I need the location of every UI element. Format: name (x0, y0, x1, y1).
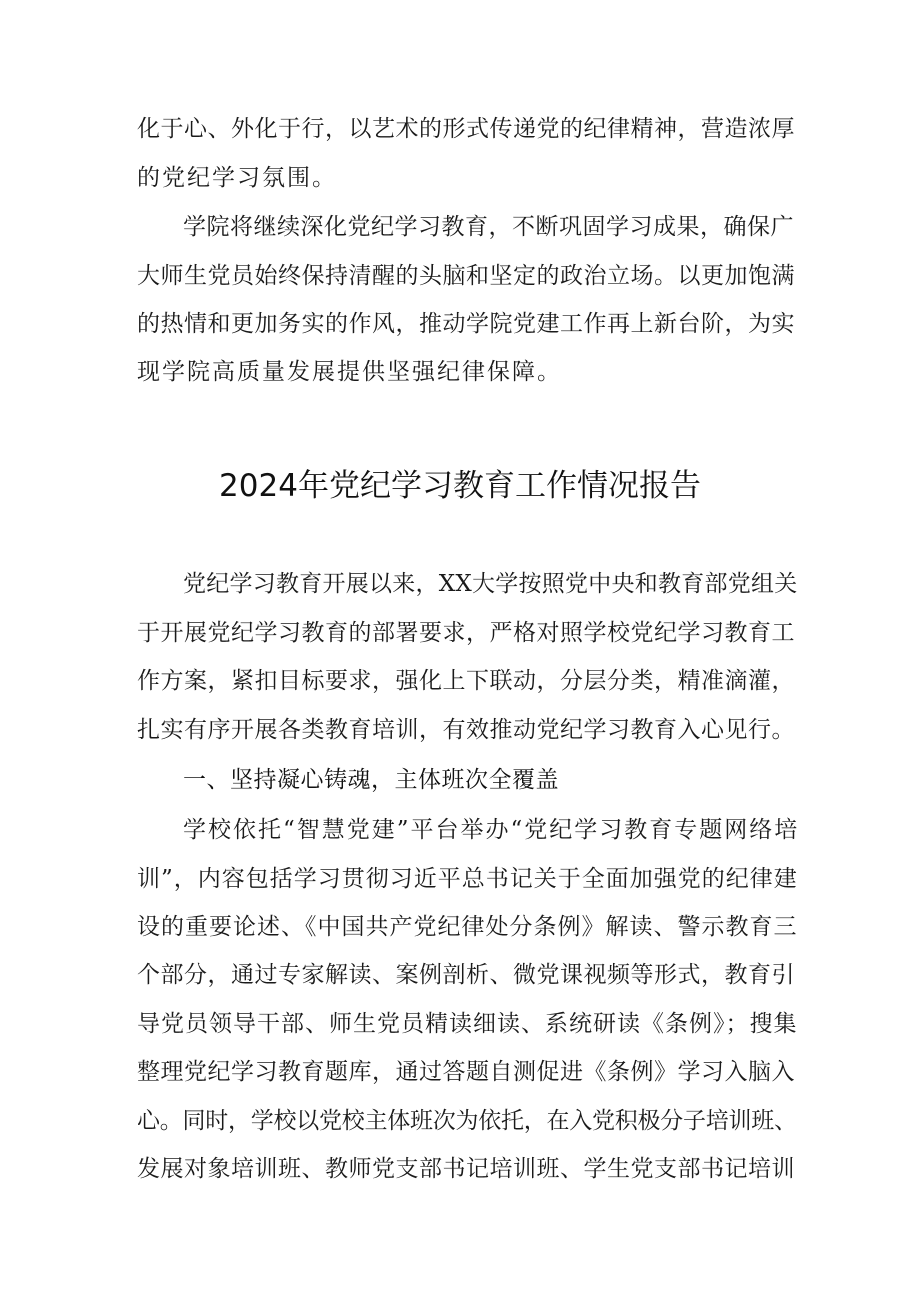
paragraph-line: 党纪学习教育开展以来，XX大学按照党中央和教育部党组关 (183, 571, 798, 597)
paragraph-line: 于开展党纪学习教育的部署要求，严格对照学校党纪学习教育工 (137, 620, 795, 646)
paragraph-line: 扎实有序开展各类教育培训，有效推动党纪学习教育入心见行。 (137, 717, 795, 743)
report-title: 2024年党纪学习教育工作情况报告 (219, 468, 701, 504)
paragraph-line: 作方案，紧扣目标要求，强化上下联动，分层分类，精准滴灌， (137, 668, 795, 694)
paragraph-line: 现学院高质量发展提供坚强纪律保障。 (137, 359, 562, 385)
paragraph-line: 学校依托“智慧党建”平台举办“党纪学习教育专题网络培 (183, 817, 800, 843)
paragraph-line: 发展对象培训班、教师党支部书记培训班、学生党支部书记培训 (137, 1156, 795, 1182)
paragraph-line: 化于心、外化于行，以艺术的形式传递党的纪律精神，营造浓厚 (137, 116, 795, 142)
section-heading: 一、坚持凝心铸魂，主体班次全覆盖 (183, 767, 559, 793)
paragraph-line: 的党纪学习氛围。 (137, 165, 337, 191)
paragraph-line: 大师生党员始终保持清醒的头脑和坚定的政治立场。以更加饱满 (137, 263, 795, 289)
paragraph-line: 训”，内容包括学习贯彻习近平总书记关于全面加强党的纪律建 (137, 866, 798, 892)
paragraph-line: 整理党纪学习教育题库，通过答题自测促进《条例》学习入脑入 (137, 1059, 795, 1085)
paragraph-line: 心。同时，学校以党校主体班次为依托，在入党积极分子培训班、 (137, 1108, 797, 1134)
paragraph-line: 设的重要论述、《中国共产党纪律处分条例》解读、警示教育三 (137, 914, 798, 940)
paragraph-line: 的热情和更加务实的作风，推动学院党建工作再上新台阶，为实 (137, 311, 795, 337)
paragraph-line: 个部分，通过专家解读、案例剖析、微党课视频等形式，教育引 (137, 962, 795, 988)
paragraph-line: 导党员领导干部、师生党员精读细读、系统研读《条例》；搜集 (137, 1011, 798, 1037)
paragraph-line: 学院将继续深化党纪学习教育，不断巩固学习成果，确保广 (183, 214, 794, 240)
